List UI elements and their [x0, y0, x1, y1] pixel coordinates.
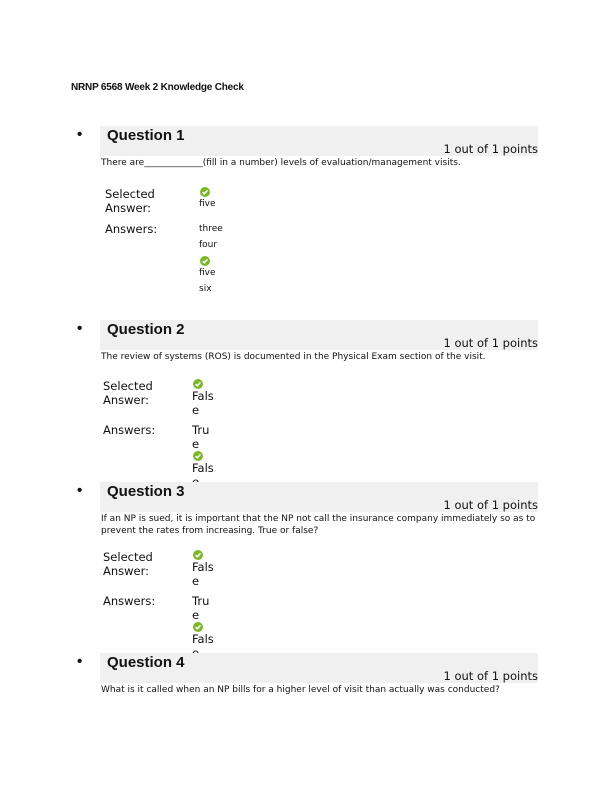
- question-points: 1 out of 1 points: [443, 498, 538, 512]
- question-heading: Question 3: [107, 483, 185, 500]
- correct-check-icon: [193, 622, 203, 632]
- selected-answer: [192, 550, 216, 588]
- selected-answer-label: Selected Answer:: [103, 379, 153, 407]
- question-header: [100, 653, 538, 683]
- answer-option: five: [199, 268, 216, 278]
- question-text: There are_____________(fill in a number) levels of evaluation/management visits.: [101, 158, 461, 168]
- question-heading: Question 2: [107, 321, 185, 338]
- bullet: •: [77, 320, 83, 337]
- selected-answer: [192, 379, 216, 417]
- selected-answer-label: Selected Answer:: [105, 187, 155, 215]
- question-header: [100, 126, 538, 156]
- answer-list: [199, 222, 223, 296]
- selected-answer: [199, 187, 223, 211]
- answer-option: six: [199, 284, 212, 294]
- correct-check-icon: [193, 550, 203, 560]
- correct-check-icon: [200, 187, 210, 197]
- bullet: •: [77, 653, 83, 670]
- question-points: 1 out of 1 points: [443, 669, 538, 683]
- answer-option: Fals: [192, 461, 214, 475]
- question-heading: Question 1: [107, 127, 185, 144]
- answer-option: Fals: [192, 632, 214, 646]
- correct-check-icon: [193, 451, 203, 461]
- question-text: The review of systems (ROS) is documented in the Physical Exam section of the visit.: [101, 352, 486, 362]
- selected-answer-text: five: [199, 199, 216, 209]
- question-text: If an NP is sued, it is important that the NP not call the insurance company immediately so as to prevent the rates from increasing. True or false?: [101, 514, 536, 536]
- question-points: 1 out of 1 points: [443, 142, 538, 156]
- question-header: [100, 482, 538, 512]
- correct-check-icon: [193, 379, 203, 389]
- answer-option: True: [192, 594, 210, 622]
- selected-answer-text: False: [192, 389, 214, 417]
- document-title: NRNP 6568 Week 2 Knowledge Check: [71, 82, 244, 93]
- question-text: What is it called when an NP bills for a higher level of visit than actually was conducted?: [101, 685, 500, 695]
- bullet: •: [77, 482, 83, 499]
- answer-list: [192, 594, 216, 660]
- bullet: •: [77, 126, 83, 143]
- answer-option: True: [192, 423, 210, 451]
- answers-label: Answers:: [103, 423, 156, 437]
- question-heading: Question 4: [107, 654, 185, 671]
- answer-option: three: [199, 224, 223, 234]
- question-points: 1 out of 1 points: [443, 336, 538, 350]
- answers-label: Answers:: [105, 222, 158, 236]
- answers-label: Answers:: [103, 594, 156, 608]
- selected-answer-text: False: [192, 560, 214, 588]
- answer-list: [192, 423, 216, 489]
- question-header: [100, 320, 538, 350]
- correct-check-icon: [200, 256, 210, 266]
- selected-answer-label: Selected Answer:: [103, 550, 153, 578]
- answer-option: four: [199, 240, 218, 250]
